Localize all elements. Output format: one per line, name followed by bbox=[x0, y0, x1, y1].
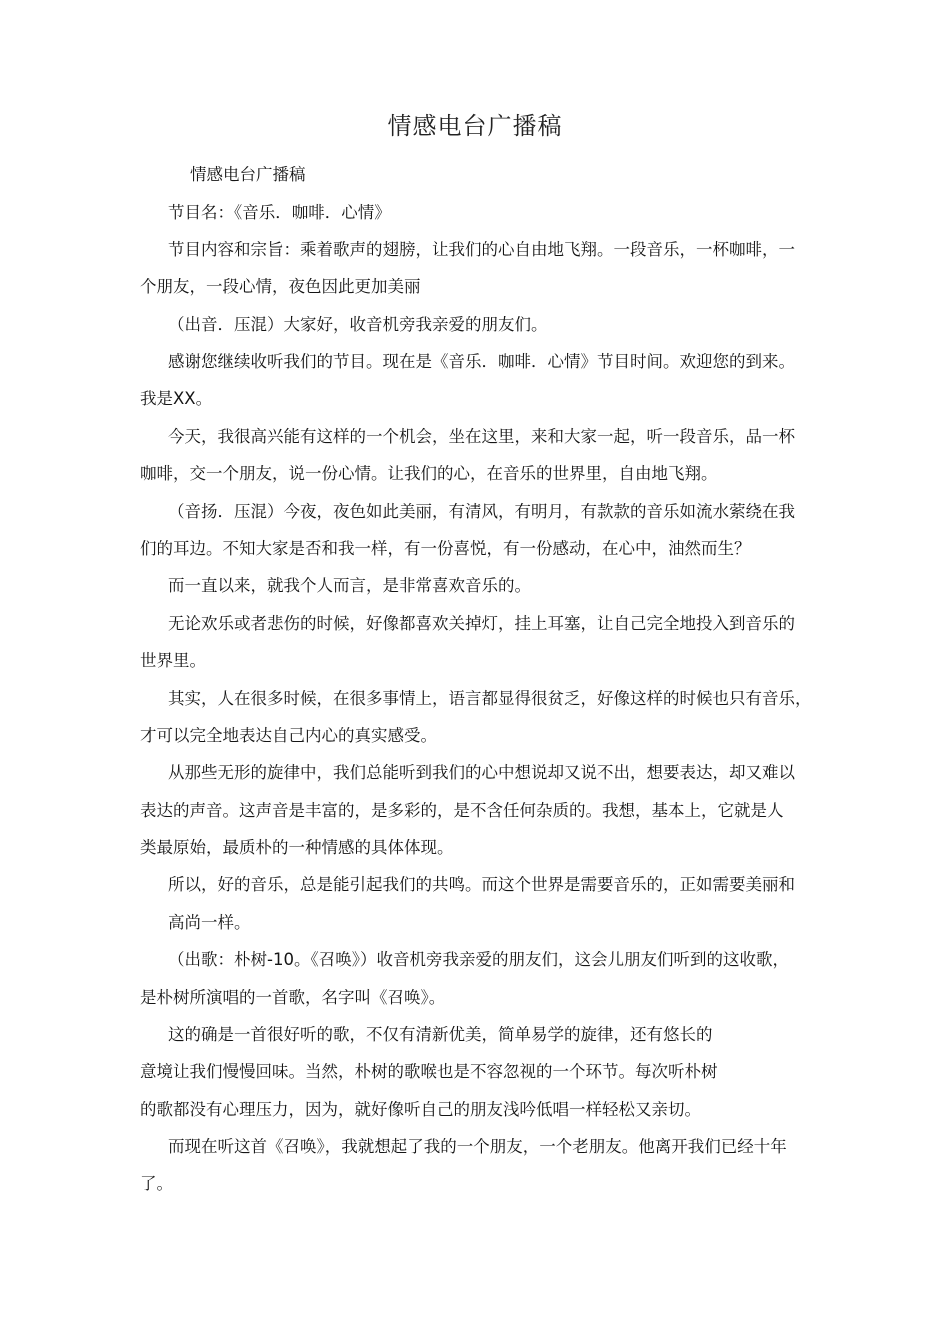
paragraph-line: 表达的声音。这声音是丰富的，是多彩的，是不含任何杂质的。我想，基本上，它就是人 bbox=[140, 801, 784, 820]
program-name-line: 节目名：《音乐．咖啡．心情》 bbox=[168, 203, 391, 222]
document-title: 情感电台广播稿 bbox=[387, 112, 563, 140]
paragraph-line: 是朴树所演唱的一首歌，名字叫《召唤》。 bbox=[140, 988, 446, 1007]
paragraph-line: 感谢您继续收听我们的节目。现在是《音乐．咖啡．心情》节目时间。欢迎您的到来。 bbox=[168, 352, 795, 371]
paragraph-line: 咖啡，交一个朋友，说一份心情。让我们的心，在音乐的世界里，自由地飞翔。 bbox=[140, 464, 718, 483]
paragraph-line: 节目内容和宗旨：乘着歌声的翅膀，让我们的心自由地飞翔。一段音乐，一杯咖啡，一 bbox=[168, 240, 795, 259]
paragraph-line: （音扬．压混）今夜，夜色如此美丽，有清风，有明月，有款款的音乐如流水萦绕在我 bbox=[168, 502, 795, 521]
paragraph-line: 的歌都没有心理压力，因为，就好像听自己的朋友浅吟低唱一样轻松又亲切。 bbox=[140, 1100, 701, 1119]
paragraph-line: 无论欢乐或者悲伤的时候，好像都喜欢关掉灯，挂上耳塞，让自己完全地投入到音乐的 bbox=[168, 614, 795, 633]
paragraph-line: 这的确是一首很好听的歌，不仅有清新优美，简单易学的旋律，还有悠长的 bbox=[168, 1025, 713, 1044]
paragraph-line: （出歌：朴树-10。《召唤》）收音机旁我亲爱的朋友们，这会儿朋友们听到的这收歌， bbox=[168, 950, 789, 969]
paragraph-line: 今天，我很高兴能有这样的一个机会，坐在这里，来和大家一起，听一段音乐，品一杯 bbox=[168, 427, 795, 446]
paragraph-line: 所以，好的音乐，总是能引起我们的共鸣。而这个世界是需要音乐的，正如需要美丽和 bbox=[168, 875, 795, 894]
paragraph-line: 类最原始，最质朴的一种情感的具体体现。 bbox=[140, 838, 454, 857]
paragraph-line: 从那些无形的旋律中，我们总能听到我们的心中想说却又说不出，想要表达，却又难以 bbox=[168, 763, 795, 782]
paragraph-line: 个朋友，一段心情，夜色因此更加美丽 bbox=[140, 277, 421, 296]
paragraph-line: 意境让我们慢慢回味。当然，朴树的歌喉也是不容忽视的一个环节。每次听朴树 bbox=[140, 1062, 718, 1081]
paragraph-line: 我是XX。 bbox=[140, 389, 213, 408]
paragraph-line: 才可以完全地表达自己内心的真实感受。 bbox=[140, 726, 437, 745]
paragraph-line: 们的耳边。不知大家是否和我一样，有一份喜悦，有一份感动，在心中，油然而生？ bbox=[140, 539, 751, 558]
paragraph-line: 了。 bbox=[140, 1174, 173, 1193]
paragraph-line: （出音．压混）大家好，收音机旁我亲爱的朋友们。 bbox=[168, 315, 548, 334]
paragraph-line: 其实，人在很多时候，在很多事情上，语言都显得很贫乏，好像这样的时候也只有音乐， bbox=[168, 689, 812, 708]
subtitle-line: 情感电台广播稿 bbox=[190, 165, 306, 184]
paragraph-line: 而现在听这首《召唤》，我就想起了我的一个朋友，一个老朋友。他离开我们已经十年 bbox=[168, 1137, 787, 1156]
paragraph-line: 而一直以来，就我个人而言，是非常喜欢音乐的。 bbox=[168, 576, 531, 595]
paragraph-line: 世界里。 bbox=[140, 651, 206, 670]
paragraph-line: 高尚一样。 bbox=[168, 913, 251, 932]
